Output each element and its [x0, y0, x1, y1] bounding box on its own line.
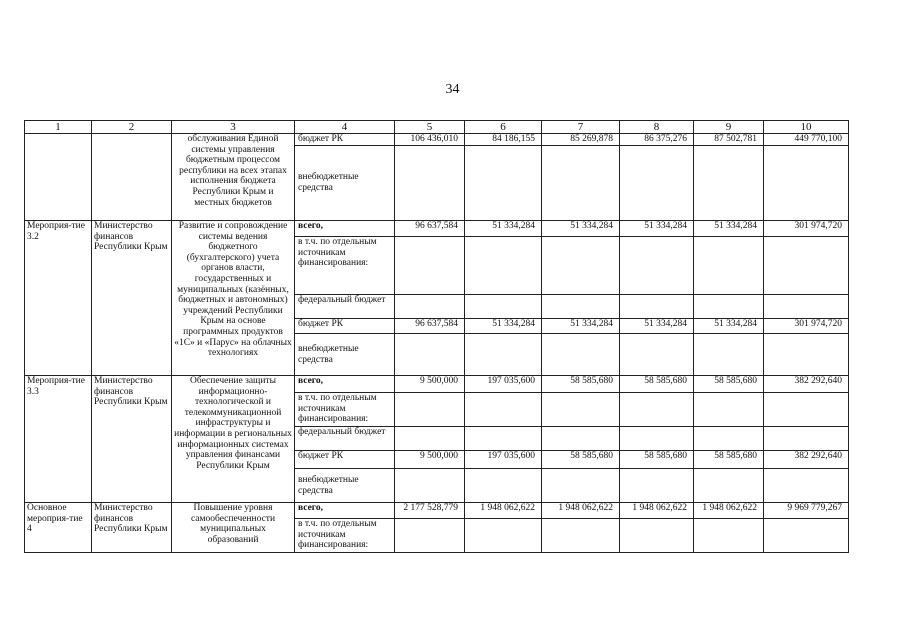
value-cell: 58 585,680 — [542, 376, 620, 393]
executor-cell: Министерство финансов Республики Крым — [92, 221, 172, 376]
value-cell — [465, 146, 542, 221]
executor-cell: Министерство финансов Республики Крым — [92, 503, 172, 553]
value-cell — [620, 334, 694, 376]
value-cell — [395, 237, 465, 295]
activity-description: Повышение уровня самообеспеченности муниципальных образований — [190, 503, 276, 545]
source-label: внебюджетные средства — [295, 469, 395, 503]
value-cell: 301 974,720 — [764, 319, 849, 334]
value-cell — [465, 393, 542, 427]
page-number: 34 — [445, 82, 460, 97]
source-label: федеральный бюджет — [295, 427, 395, 451]
column-header: 2 — [92, 121, 172, 134]
value-cell — [395, 393, 465, 427]
value-cell — [465, 295, 542, 319]
value-cell — [542, 469, 620, 503]
column-header: 5 — [395, 121, 465, 134]
column-header: 7 — [542, 121, 620, 134]
value-cell: 197 035,600 — [465, 376, 542, 393]
value-cell — [694, 146, 764, 221]
value-cell: 51 334,284 — [465, 319, 542, 334]
value-cell: 301 974,720 — [764, 221, 849, 237]
value-cell: 58 585,680 — [542, 451, 620, 469]
value-cell: 51 334,284 — [694, 319, 764, 334]
value-cell — [465, 334, 542, 376]
value-cell: 382 292,640 — [764, 376, 849, 393]
value-cell — [465, 427, 542, 451]
table-row — [25, 134, 849, 146]
value-cell — [542, 146, 620, 221]
column-header: 1 — [25, 121, 92, 134]
value-cell: 58 585,680 — [620, 451, 694, 469]
source-label: бюджет РК — [295, 319, 395, 334]
source-label: внебюджетные средства — [295, 146, 395, 221]
value-cell — [542, 519, 620, 553]
value-cell — [764, 469, 849, 503]
table-row — [25, 503, 849, 519]
value-cell: 106 436,010 — [395, 134, 465, 146]
value-cell — [620, 519, 694, 553]
executor-cell — [92, 134, 172, 221]
source-label: в т.ч. по отдельным источникам финансирования: — [295, 393, 395, 427]
column-header: 6 — [465, 121, 542, 134]
executor-cell: Министерство финансов Республики Крым — [92, 376, 172, 503]
source-label: всего, — [295, 376, 395, 393]
value-cell — [542, 427, 620, 451]
source-label: федеральный бюджет — [295, 295, 395, 319]
value-cell — [620, 146, 694, 221]
activity-description: Развитие и сопровождение системы ведения бюджетного (бухгалтерского) учета органов власти, государственных и муниципальных (казённых, бюджетных и автономных) учреждений Республики Крым на основе программных продуктов «1С» и «Парус» на облачных технологиях — [174, 221, 292, 359]
value-cell — [694, 295, 764, 319]
column-header-row — [25, 121, 849, 134]
value-cell: 449 770,100 — [764, 134, 849, 146]
column-header: 8 — [620, 121, 694, 134]
value-cell — [465, 519, 542, 553]
activity-description: обслуживания Единой системы управления бюджетным процессом республики на всех этапах исполнения бюджета Республики Крым и местных бюджетов — [179, 134, 287, 208]
value-cell — [542, 237, 620, 295]
value-cell: 2 177 528,779 — [395, 503, 465, 519]
value-cell: 86 375,276 — [620, 134, 694, 146]
value-cell — [395, 334, 465, 376]
value-cell: 58 585,680 — [694, 376, 764, 393]
value-cell: 51 334,284 — [620, 221, 694, 237]
value-cell: 51 334,284 — [620, 319, 694, 334]
value-cell — [395, 519, 465, 553]
value-cell: 85 269,878 — [542, 134, 620, 146]
value-cell — [620, 393, 694, 427]
table-row — [25, 376, 849, 393]
value-cell — [395, 146, 465, 221]
budget-table — [24, 120, 849, 553]
activity-cell: Мероприя-тие 3.3 — [25, 376, 92, 503]
value-cell — [620, 427, 694, 451]
column-header: 3 — [172, 121, 295, 134]
value-cell: 197 035,600 — [465, 451, 542, 469]
value-cell — [465, 237, 542, 295]
value-cell — [764, 334, 849, 376]
activity-cell — [25, 134, 92, 221]
value-cell: 84 186,155 — [465, 134, 542, 146]
value-cell — [542, 295, 620, 319]
table-row — [25, 221, 849, 237]
value-cell — [620, 469, 694, 503]
value-cell — [694, 334, 764, 376]
value-cell — [764, 519, 849, 553]
column-header: 9 — [694, 121, 764, 134]
value-cell — [395, 427, 465, 451]
value-cell — [620, 237, 694, 295]
value-cell — [620, 295, 694, 319]
value-cell — [694, 469, 764, 503]
source-label: всего, — [295, 221, 395, 237]
source-label: в т.ч. по отдельным источникам финансирования: — [295, 519, 395, 553]
value-cell: 1 948 062,622 — [620, 503, 694, 519]
value-cell — [764, 427, 849, 451]
source-label: бюджет РК — [295, 451, 395, 469]
value-cell: 51 334,284 — [542, 319, 620, 334]
value-cell — [694, 237, 764, 295]
source-label: всего, — [295, 503, 395, 519]
value-cell: 51 334,284 — [465, 221, 542, 237]
value-cell: 9 969 779,267 — [764, 503, 849, 519]
activity-cell: Мероприя-тие 3.2 — [25, 221, 92, 376]
value-cell — [465, 469, 542, 503]
value-cell: 96 637,584 — [395, 221, 465, 237]
value-cell: 1 948 062,622 — [694, 503, 764, 519]
value-cell — [764, 393, 849, 427]
value-cell — [764, 237, 849, 295]
column-header: 4 — [295, 121, 395, 134]
value-cell — [764, 146, 849, 221]
value-cell — [395, 469, 465, 503]
value-cell — [764, 295, 849, 319]
value-cell: 382 292,640 — [764, 451, 849, 469]
value-cell: 96 637,584 — [395, 319, 465, 334]
value-cell: 1 948 062,622 — [465, 503, 542, 519]
activity-cell: Основное мероприя-тие 4 — [25, 503, 92, 553]
value-cell — [694, 519, 764, 553]
source-label: бюджет РК — [295, 134, 395, 146]
value-cell — [542, 393, 620, 427]
value-cell: 51 334,284 — [694, 221, 764, 237]
value-cell: 9 500,000 — [395, 451, 465, 469]
source-label: в т.ч. по отдельным источникам финансирования: — [295, 237, 395, 295]
value-cell — [694, 393, 764, 427]
value-cell: 1 948 062,622 — [542, 503, 620, 519]
value-cell: 87 502,781 — [694, 134, 764, 146]
value-cell — [542, 334, 620, 376]
value-cell — [395, 295, 465, 319]
value-cell: 58 585,680 — [694, 451, 764, 469]
value-cell: 51 334,284 — [542, 221, 620, 237]
value-cell: 58 585,680 — [620, 376, 694, 393]
activity-description: Обеспечение защиты информационно-технологической и телекоммуникационной инфраструктуры и информации в региональных информационных системах управления финансами Республики Крым — [174, 376, 292, 471]
value-cell — [694, 427, 764, 451]
column-header: 10 — [764, 121, 849, 134]
value-cell: 9 500,000 — [395, 376, 465, 393]
source-label: внебюджетные средства — [295, 334, 395, 376]
